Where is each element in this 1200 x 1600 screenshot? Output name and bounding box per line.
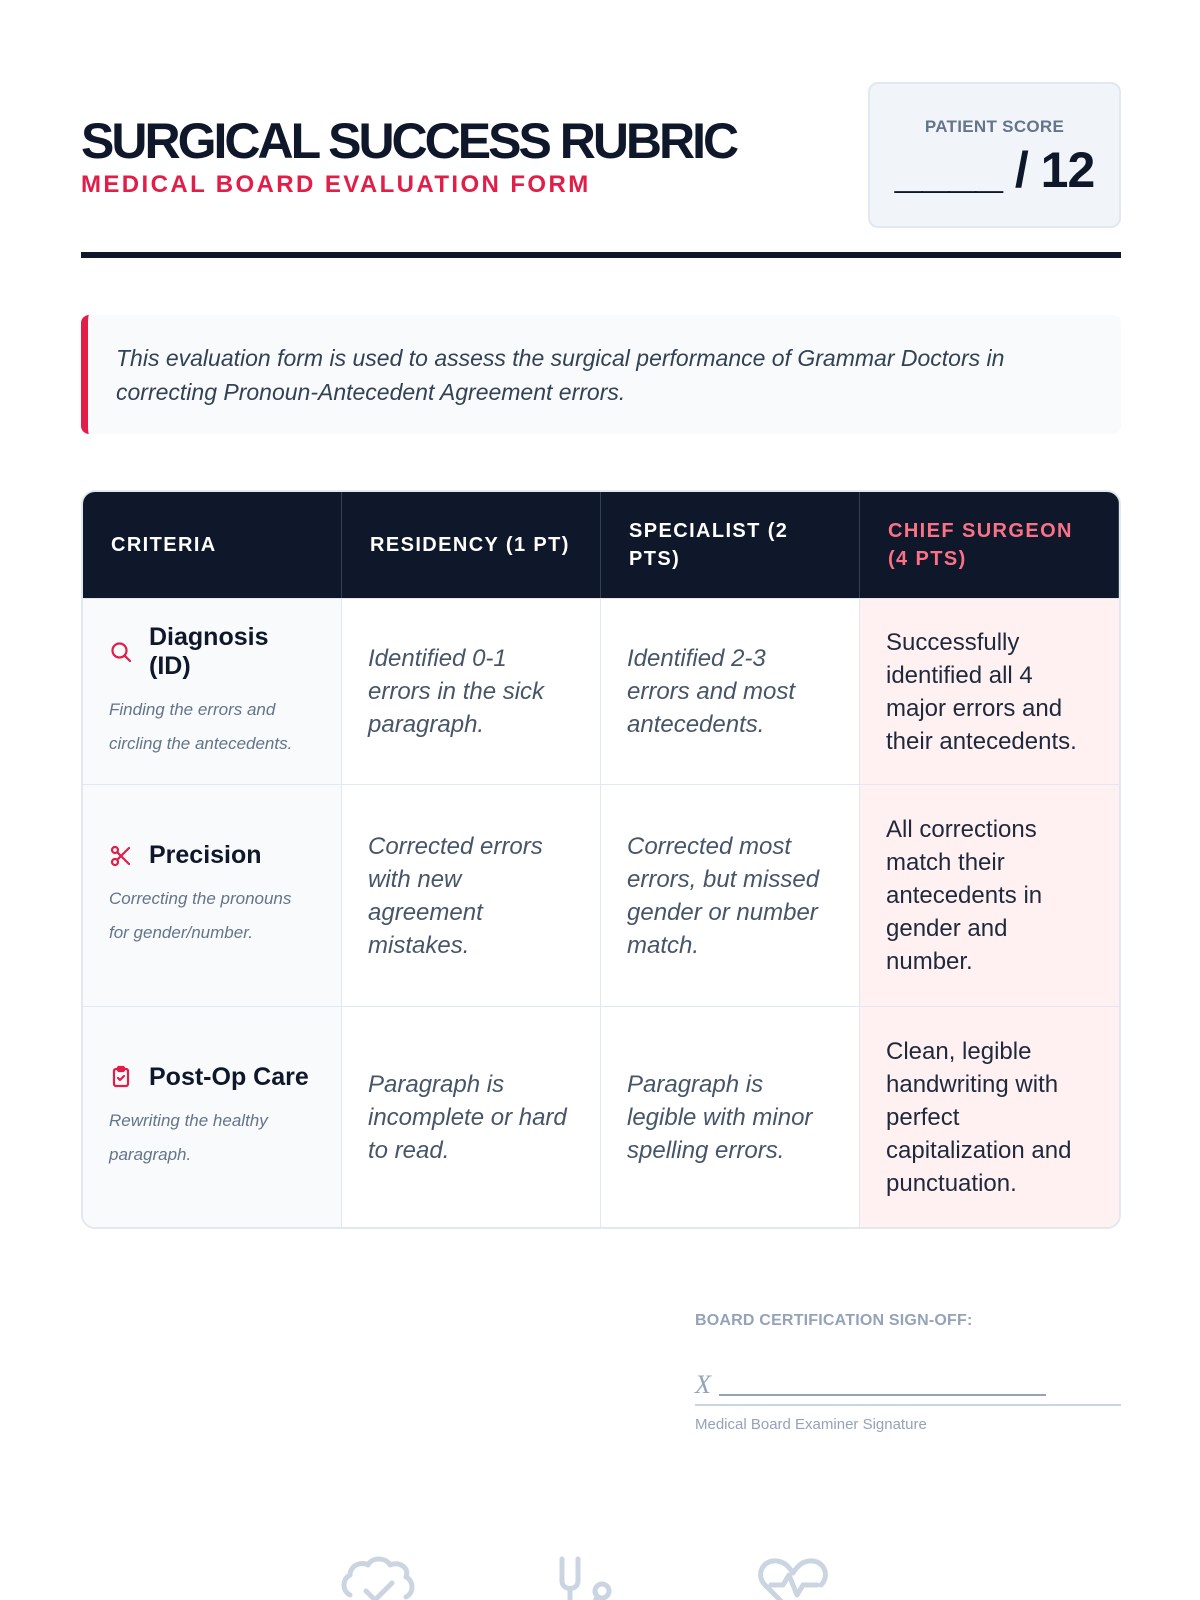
residency-cell [342, 599, 601, 784]
header [81, 82, 1121, 262]
table-row [83, 1006, 1119, 1227]
signoff-block [695, 1312, 1121, 1433]
specialist-text: Identified 2-3 errors and most antecedents. [627, 645, 796, 738]
criteria-description: Rewriting the healthy paragraph. [109, 1110, 268, 1164]
footer-icons [0, 1555, 1200, 1600]
chief-text: Successfully identified all 4 major errors and their antecedents. [886, 628, 1077, 755]
criteria-title-text: Precision [149, 841, 262, 869]
criteria-title [109, 1063, 315, 1092]
patient-score-box [868, 82, 1121, 228]
header-chief-surgeon: CHIEF SURGEON (4 PTS) [860, 492, 1119, 598]
residency-text: Paragraph is incomplete or hard to read. [368, 1070, 567, 1164]
residency-text: Corrected errors with new agreement mistakes. [368, 832, 543, 959]
chief-text: Clean, legible handwriting with perfect capitalization and punctuation. [886, 1037, 1072, 1197]
specialist-cell [601, 599, 860, 784]
table-header-row [83, 492, 1119, 598]
clipboard-check-icon [109, 1065, 133, 1089]
criteria-cell [83, 599, 342, 784]
intro-text: This evaluation form is used to assess the surgical performance of Grammar Doctors in correcting Pronoun-Antecedent Agreement errors. [116, 345, 1005, 405]
chief-cell [860, 1007, 1119, 1227]
signature-x-mark: X [695, 1370, 711, 1399]
criteria-title [109, 623, 315, 681]
header-specialist: SPECIALIST (2 PTS) [601, 492, 860, 598]
criteria-cell [83, 785, 342, 1006]
signature-field[interactable] [695, 1364, 1121, 1406]
scissors-icon [109, 844, 133, 868]
brain-check-icon [338, 1555, 418, 1600]
header-residency: RESIDENCY (1 PT) [342, 492, 601, 598]
signature-blank-line [719, 1394, 1046, 1396]
page-subtitle: MEDICAL BOARD EVALUATION FORM [81, 171, 591, 198]
criteria-title [109, 841, 315, 870]
heart-pulse-icon [757, 1555, 837, 1600]
search-icon [109, 640, 133, 664]
rubric-table [81, 490, 1121, 1229]
specialist-text: Corrected most errors, but missed gender or number match. [627, 832, 820, 959]
patient-score-label: PATIENT SCORE [924, 117, 1065, 136]
residency-cell [342, 785, 601, 1006]
criteria-cell [83, 1007, 342, 1227]
header-divider [81, 252, 1121, 258]
specialist-cell [601, 1007, 860, 1227]
signoff-label: BOARD CERTIFICATION SIGN-OFF: [695, 1312, 973, 1329]
table-row [83, 784, 1119, 1006]
patient-score-value[interactable]: ____ / 12 [894, 142, 1095, 198]
criteria-title-text: Post-Op Care [149, 1062, 309, 1091]
header-criteria: CRITERIA [83, 492, 342, 598]
residency-text: Identified 0-1 errors in the sick paragraph. [368, 645, 545, 738]
page-title: SURGICAL SUCCESS RUBRIC [81, 113, 737, 169]
specialist-text: Paragraph is legible with minor spelling errors. [627, 1070, 813, 1164]
signature-caption: Medical Board Examiner Signature [695, 1416, 927, 1433]
chief-cell [860, 599, 1119, 784]
criteria-description: Correcting the pronouns for gender/number. [109, 889, 292, 942]
criteria-title-text: Diagnosis (ID) [149, 622, 269, 680]
specialist-cell [601, 785, 860, 1006]
chief-text: All corrections match their antecedents in gender and number. [886, 816, 1043, 975]
intro-callout [81, 315, 1121, 434]
residency-cell [342, 1007, 601, 1227]
table-row [83, 598, 1119, 784]
chief-cell [860, 785, 1119, 1006]
criteria-description: Finding the errors and circling the antecedents. [109, 699, 293, 753]
stethoscope-icon [556, 1555, 636, 1600]
